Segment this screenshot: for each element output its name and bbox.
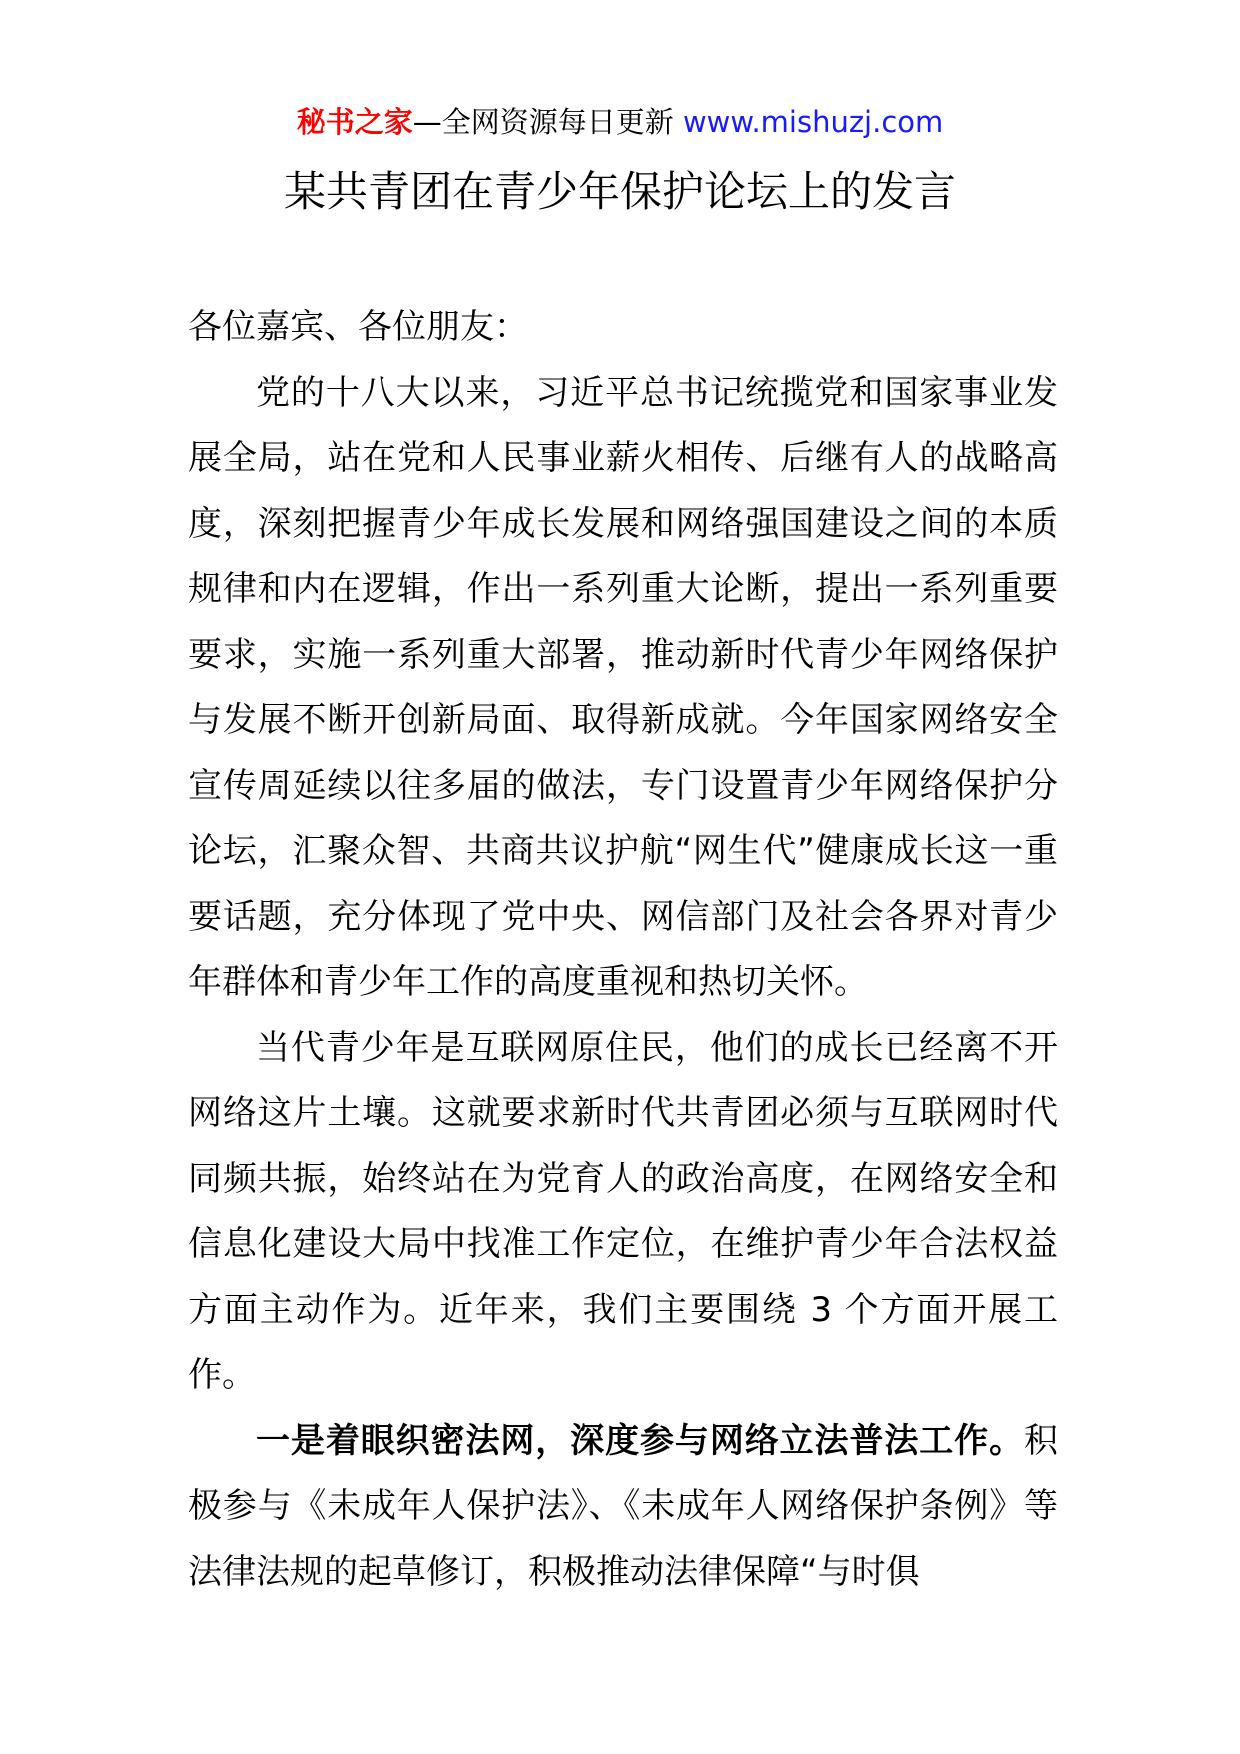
point-one-text: 积极参与《未成年人保护法》、《未成年人网络保护条例》等法律法规的起草修订，积极推动法律保障“与时俱 xyxy=(188,1420,1058,1592)
document-title: 某共青团在青少年保护论坛上的发言 xyxy=(283,167,956,216)
body-paragraph: 当代青少年是互联网原住民，他们的成长已经离不开网络这片土壤。这就要求新时代共青团必须与互联网时代同频共振，始终站在为党育人的政治高度，在网络安全和信息化建设大局中找准工作定位，在维护青少年合法权益方面主动作为。近年来，我们主要围绕 3 个方面开展工作。 xyxy=(188,1027,1058,1395)
site-brand: 秘书之家 xyxy=(296,105,413,139)
site-url-link[interactable]: www.mishuzj.com xyxy=(682,105,944,139)
site-header xyxy=(0,100,1240,144)
body-paragraph: 党的十八大以来，习近平总书记统揽党和国家事业发展全局，站在党和人民事业薪火相传、后继有人的战略高度，深刻把握青少年成长发展和网络强国建设之间的本质规律和内在逻辑，作出一系列重大论断，提出一系列重要要求，实施一系列重大部署，推动新时代青少年网络保护与发展不断开创新局面、取得新成就。今年国家网络安全宣传周延续以往多届的做法，专门设置青少年网络保护分论坛，汇聚众智、共商共议护航“网生代”健康成长这一重要话题，充分体现了党中央、网信部门及社会各界对青少年群体和青少年工作的高度重视和热切关怀。 xyxy=(188,372,1058,1002)
point-one-heading: 一是着眼织密法网，深度参与网络立法普法工作。 xyxy=(256,1420,1024,1461)
document-body xyxy=(188,295,1058,1605)
body-paragraph-point-one xyxy=(188,1409,1058,1606)
salutation: 各位嘉宾、各位朋友： xyxy=(188,307,528,347)
site-tagline: —全网资源每日更新 xyxy=(412,105,683,139)
